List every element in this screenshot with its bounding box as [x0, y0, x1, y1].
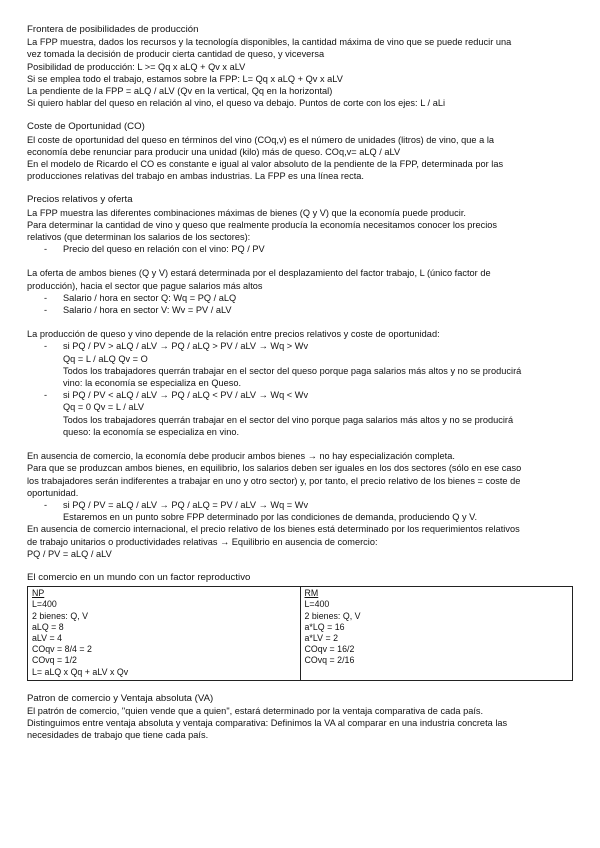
indented-line: Qq = L / aLQ Qv = O [63, 353, 148, 364]
text-line: vez tomada la decisión de producir cierta cantidad de queso, y viceversa [27, 49, 325, 60]
country-heading-rm: RM [304, 588, 319, 599]
indented-line: Todos los trabajadores querrán trabajar en el sector del queso porque paga salarios más altos y no se producirá [63, 365, 522, 376]
text-line: La pendiente de la FPP = aLQ / aLV (Qv en la vertical, Qq en la horizontal) [27, 86, 333, 97]
section-title-comercio: El comercio en un mundo con un factor reproductivo [27, 571, 251, 583]
indented-line: queso: la economía se especializa en vino. [63, 426, 240, 437]
text-line: necesidades de trabajo que tiene cada país. [27, 730, 209, 741]
bullet-text: si PQ / PV > aLQ / aLV → PQ / aLQ > PV / aLV → Wq > Wv [63, 341, 309, 352]
bullet-item: - Salario / hora en sector Q: Wq = PQ / aLQ [44, 292, 237, 303]
table-cell-np [28, 587, 301, 681]
text-line: La FPP muestra las diferentes combinaciones máximas de bienes (Q y V) que la economía puede producir. [27, 207, 466, 218]
table-line: L= aLQ x Qq + aLV x Qv [32, 666, 129, 677]
text-line: En el modelo de Ricardo el CO es constante e igual al valor absoluto de la pendiente de la FPP, determinada por las [27, 159, 504, 170]
text-line: La FPP muestra, dados los recursos y la tecnología disponibles, la cantidad máxima de vino que se puede reducir una [27, 37, 512, 48]
text-line: El patrón de comercio, "quien vende que a quien", estará determinado por la ventaja comparativa de cada país. [27, 705, 484, 716]
indented-line: vino: la economía se especializa en Queso. [63, 378, 242, 389]
bullet-text: si PQ / PV < aLQ / aLV → PQ / aLQ < PV / aLV → Wq < Wv [63, 390, 309, 401]
indented-line: Qq = 0 Qv = L / aLV [63, 402, 145, 413]
indented-line: Estaremos en un punto sobre FPP determinado por las condiciones de demanda, produciendo Q y V. [63, 512, 478, 523]
table-line: L=400 [32, 599, 57, 610]
text-line: oportunidad. [27, 487, 79, 498]
bullet-item: - si PQ / PV = aLQ / aLV → PQ / aLQ = PV / aLV → Wq = Wv [44, 499, 309, 510]
section-title-coste-oportunidad: Coste de Oportunidad (CO) [27, 121, 145, 133]
table-line: 2 bienes: Q, V [304, 610, 361, 621]
table-cell-rm [300, 587, 573, 681]
text-line: PQ / PV = aLQ / aLV [27, 548, 112, 559]
text-line: El coste de oportunidad del queso en términos del vino (COq,v) es el número de unidades (litros) de vino, que a la [27, 134, 495, 145]
section-title-precios-relativos: Precios relativos y oferta [27, 194, 133, 206]
bullet-item: - si PQ / PV < aLQ / aLV → PQ / aLQ < PV / aLV → Wq < Wv [44, 390, 309, 401]
comparison-table [27, 586, 573, 681]
text-line: En ausencia de comercio internacional, el precio relativo de los bienes está determinado por los requerimientos relativos [27, 524, 520, 535]
table-line: COqv = 8/4 = 2 [32, 644, 92, 655]
bullet-text: Salario / hora en sector Q: Wq = PQ / aLQ [63, 292, 237, 303]
section-title-patron-comercio: Patron de comercio y Ventaja absoluta (VA) [27, 692, 214, 704]
table-line: aLQ = 8 [32, 621, 64, 632]
text-line: Si se emplea todo el trabajo, estamos sobre la FPP: L= Qq x aLQ + Qv x aLV [27, 73, 343, 84]
table-line: a*LV = 2 [304, 632, 339, 643]
table-line: COvq = 1/2 [32, 655, 77, 666]
table-line: aLV = 4 [32, 632, 63, 643]
text-line: En ausencia de comercio, la economía debe producir ambos bienes → no hay especialización completa. [27, 451, 455, 462]
section-title-fpp: Frontera de posibilidades de producción [27, 24, 199, 35]
bullet-item: - Salario / hora en sector V: Wv = PV / aLV [44, 305, 232, 316]
table-line: 2 bienes: Q, V [32, 610, 89, 621]
bullet-item: - Precio del queso en relación con el vino: PQ / PV [44, 244, 265, 255]
table-line: a*LQ = 16 [304, 621, 345, 632]
text-line: producciones relativas del trabajo en ambas industrias. La FPP es una línea recta. [27, 171, 365, 182]
table-line: COqv = 16/2 [304, 644, 355, 655]
text-line: economía debe renunciar para producir una unidad (kilo) más de queso. COq,v= aLQ / aLV [27, 146, 401, 157]
bullet-text: si PQ / PV = aLQ / aLV → PQ / aLQ = PV / aLV → Wq = Wv [63, 499, 309, 510]
text-line: producción), hacia el sector que pague salarios más altos [27, 280, 263, 291]
bullet-text: Salario / hora en sector V: Wv = PV / aLV [63, 305, 232, 316]
bullet-text: Precio del queso en relación con el vino: PQ / PV [63, 244, 265, 255]
document-page [27, 24, 573, 742]
text-line: Distinguimos entre ventaja absoluta y ventaja comparativa: Definimos la VA al comparar en una industria concreta las [27, 718, 508, 729]
text-line: de trabajo unitarios o productividades relativas → Equilibrio en ausencia de comercio: [27, 536, 378, 547]
text-line: Si quiero hablar del queso en relación al vino, el queso va debajo. Puntos de corte con los ejes: L / aLi [27, 98, 446, 109]
text-line: relativos (que determinan los salarios de los sectores): [27, 232, 251, 243]
bullet-item: - si PQ / PV > aLQ / aLV → PQ / aLQ > PV / aLV → Wq > Wv [44, 341, 309, 352]
text-line: La oferta de ambos bienes (Q y V) estará determinada por el desplazamiento del factor trabajo, L (único factor de [27, 268, 491, 279]
table-line: COvq = 2/16 [304, 655, 355, 666]
indented-line: Todos los trabajadores querrán trabajar en el sector del vino porque paga salarios más altos y no se producirá [63, 414, 514, 425]
text-line: los trabajadores serán indiferentes a trabajar en uno y otro sector) y, por tanto, el precio relativo de los bienes = coste de [27, 475, 521, 486]
text-line: La producción de queso y vino depende de la relación entre precios relativos y coste de oportunidad: [27, 329, 440, 340]
country-heading-np: NP [32, 588, 45, 599]
text-line: Para determinar la cantidad de vino y queso que realmente producía la economía necesitamos conocer los precios [27, 219, 498, 230]
text-line: Para que se produzcan ambos bienes, en equilibrio, los salarios deben ser iguales en los dos sectores (sólo en ese caso [27, 463, 522, 474]
text-line: Posibilidad de producción: L >= Qq x aLQ + Qv x aLV [27, 61, 246, 72]
table-line: L=400 [304, 599, 330, 610]
